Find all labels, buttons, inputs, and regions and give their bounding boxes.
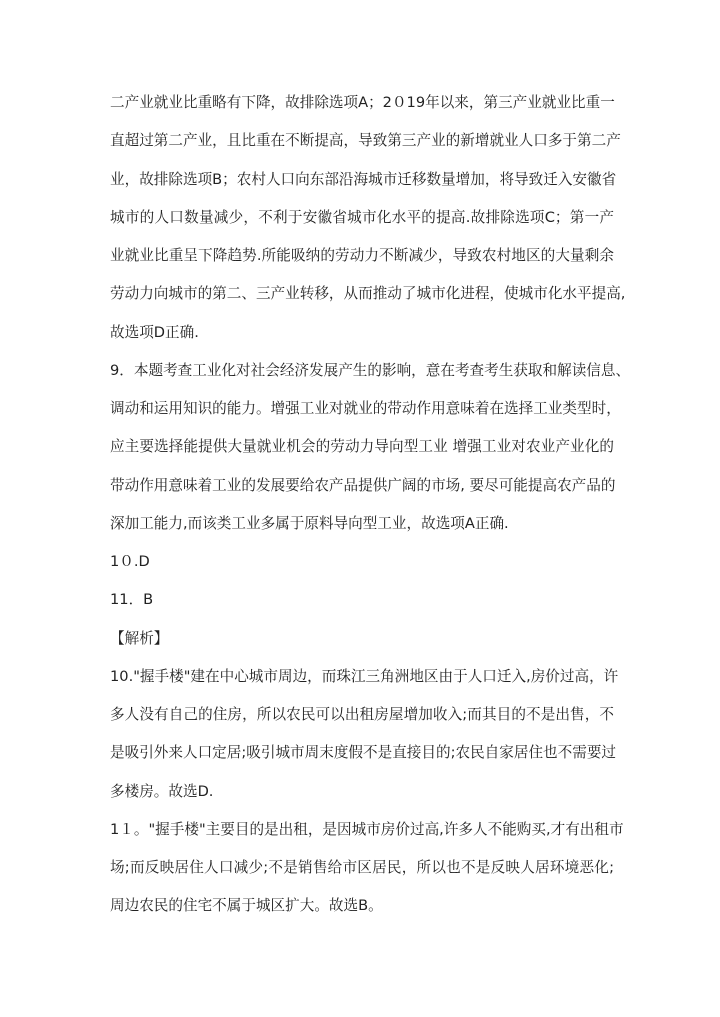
text-line: 劳动力向城市的第二、三产业转移，从而推动了城市化进程，使城市化水平提高,	[110, 285, 626, 303]
text-line: 1１。"握手楼"主要目的是出租，是因城市房价过高,许多人不能购买,才有出租市	[110, 820, 624, 838]
text-line: 多人没有自己的住房，所以农民可以出租房屋增加收入;而其目的不是出售，不	[110, 706, 614, 723]
text-line: 【解析】	[110, 629, 169, 647]
text-line: 故选项D正确.	[110, 323, 199, 341]
text-line: 1０.D	[110, 553, 150, 570]
text-line: 业就业比重呈下降趋势.所能吸纳的劳动力不断减少，导致农村地区的大量剩余	[110, 247, 614, 264]
text-line: 周边农民的住宅不属于城区扩大。故选B。	[110, 897, 383, 915]
text-line: 场;而反映居住人口减少;不是销售给市区居民，所以也不是反映人居环境恶化;	[110, 859, 614, 876]
text-line: 二产业就业比重略有下降，故排除选项A；2０19年以来，第三产业就业比重一	[110, 94, 615, 111]
text-line: 带动作用意味着工业的发展要给农产品提供广阔的市场, 要尽可能提高农产品的	[110, 476, 616, 494]
text-line: 城市的人口数量减少，不利于安徽省城市化水平的提高.故排除选项C；第一产	[110, 208, 614, 226]
text-line: 是吸引外来人口定居;吸引城市周末度假不是直接目的;农民自家居住也不需要过	[110, 744, 617, 762]
text-line: 业，故排除选项B；农村人口向东部沿海城市迁移数量增加，将导致迁入安徽省	[110, 170, 617, 188]
text-line: 多楼房。故选D.	[110, 782, 214, 800]
text-line: 11．B	[110, 591, 154, 609]
text-line: 调动和运用知识的能力。增强工业对就业的带动作用意味着在选择工业类型时，	[110, 400, 621, 417]
text-line: 直超过第二产业，且比重在不断提高，导致第三产业的新增就业人口多于第二产	[110, 132, 621, 150]
text-line: 深加工能力,而该类工业多属于原料导向型工业，故选项A正确.	[110, 514, 509, 532]
text-line: 应主要选择能提供大量就业机会的劳动力导向型工业 增强工业对农业产业化的	[110, 438, 614, 456]
text-line: 10."握手楼"建在中心城市周边，而珠江三角洲地区由于人口迁入,房价过高，许	[110, 667, 619, 685]
document-page	[110, 84, 631, 926]
text-line: 9．本题考查工业化对社会经济发展产生的影响，意在考查考生获取和解读信息、	[110, 361, 631, 379]
